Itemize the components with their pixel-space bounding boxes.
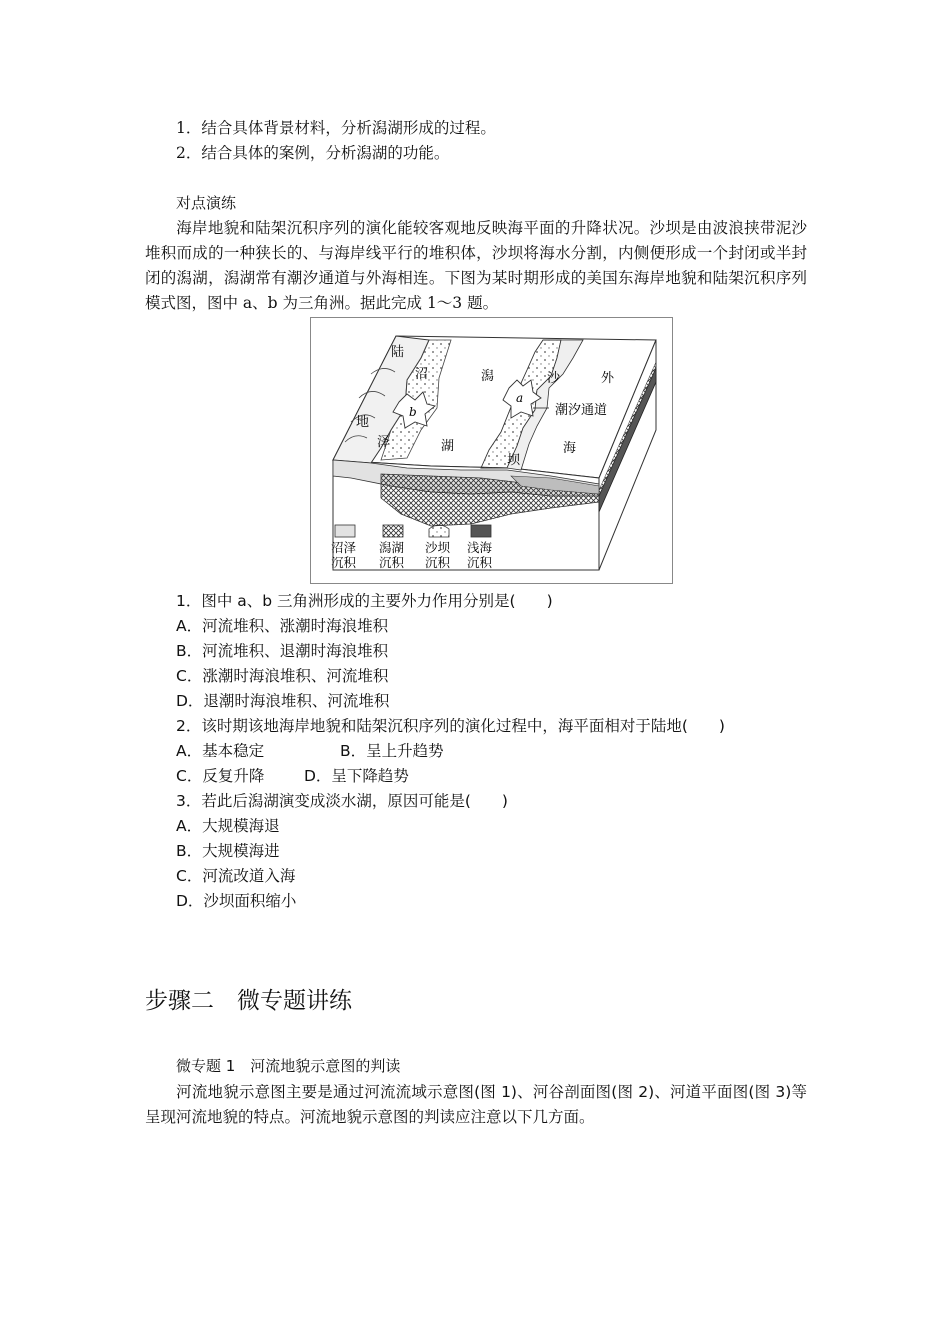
label-di: 地 xyxy=(356,415,370,430)
question-3-stem: 3．若此后潟湖演变成淡水湖，原因可能是( ) xyxy=(176,792,508,810)
legend-1-line2: 沉积 xyxy=(331,555,357,570)
legend-swatch-marsh xyxy=(335,525,355,537)
legend-2-line1: 潟湖 xyxy=(379,540,405,555)
question-2-option-a[interactable]: A．基本稳定 xyxy=(176,742,265,760)
practice-intro-text: 海岸地貌和陆架沉积序列的演化能较客观地反映海平面的升降状况。沙坝是由波浪挟带泥沙堆积而成的一种狭长的、与海岸线平行的堆积体，沙坝将海水分割，内侧便形成一个封闭或半封闭的潟湖，潟湖常有潮汐通道与外海相连。下图为某时期形成的美国东海岸地貌和陆架沉积序列模式图，图中 a、b 为三角洲。据此完成 1～3 题。 xyxy=(145,219,807,312)
step2-title: 步骤二 微专题讲练 xyxy=(145,988,352,1014)
legend-swatch-lagoon xyxy=(383,525,403,537)
label-wai: 外 xyxy=(601,371,615,386)
label-zhao: 沼 xyxy=(415,367,429,382)
coastal-landform-figure xyxy=(310,317,673,584)
label-ze: 泽 xyxy=(377,435,391,450)
practice-heading: 对点演练 xyxy=(176,194,237,212)
legend-3-line2: 沉积 xyxy=(425,555,451,570)
question-3-option-a[interactable]: A．大规模海退 xyxy=(176,817,280,835)
legend-swatch-sandbar xyxy=(429,525,449,537)
label-hai: 海 xyxy=(563,441,577,456)
practice-intro xyxy=(145,216,807,316)
question-1-option-a[interactable]: A．河流堆积、涨潮时海浪堆积 xyxy=(176,617,389,635)
legend-3-line1: 沙坝 xyxy=(425,540,451,555)
label-a: a xyxy=(516,391,524,405)
label-hu: 湖 xyxy=(441,439,455,454)
label-ba: 坝 xyxy=(507,453,521,468)
legend-swatch-shallow-sea xyxy=(471,525,491,537)
question-1-option-d[interactable]: D．退潮时海浪堆积、河流堆积 xyxy=(176,692,390,710)
topic-heading: 微专题 1 河流地貌示意图的判读 xyxy=(176,1057,401,1075)
question-3-option-c[interactable]: C．河流改道入海 xyxy=(176,867,296,885)
question-1-option-b[interactable]: B．河流堆积、退潮时海浪堆积 xyxy=(176,642,389,660)
question-1-option-c[interactable]: C．涨潮时海浪堆积、河流堆积 xyxy=(176,667,389,685)
legend-4-line2: 沉积 xyxy=(467,555,493,570)
question-3-option-b[interactable]: B．大规模海进 xyxy=(176,842,280,860)
question-2-stem: 2．该时期该地海岸地貌和陆架沉积序列的演化过程中，海平面相对于陆地( ) xyxy=(176,717,725,735)
topic-text xyxy=(145,1080,807,1130)
label-channel: 潮汐通道 xyxy=(555,403,608,418)
objective-2: 2．结合具体的案例，分析潟湖的功能。 xyxy=(176,144,450,162)
legend-1-line1: 沼泽 xyxy=(331,540,357,555)
legend-2-line2: 沉积 xyxy=(379,555,405,570)
question-3-option-d[interactable]: D．沙坝面积缩小 xyxy=(176,892,297,910)
label-xi: 潟 xyxy=(481,369,495,384)
question-2-option-d[interactable]: D．呈下降趋势 xyxy=(304,767,409,785)
objective-1: 1．结合具体背景材料，分析潟湖形成的过程。 xyxy=(176,119,496,137)
legend-4-line1: 浅海 xyxy=(467,540,493,555)
question-2-option-b[interactable]: B．呈上升趋势 xyxy=(340,742,444,760)
label-b: b xyxy=(409,405,417,419)
coastal-landform-diagram xyxy=(311,318,672,583)
label-lu: 陆 xyxy=(391,345,405,360)
label-sha: 沙 xyxy=(547,371,561,386)
question-1-stem: 1．图中 a、b 三角洲形成的主要外力作用分别是( ) xyxy=(176,592,553,610)
question-2-option-c[interactable]: C．反复升降 xyxy=(176,767,265,785)
topic-text-content: 河流地貌示意图主要是通过河流流域示意图(图 1)、河谷剖面图(图 2)、河道平面图(图 3)等呈现河流地貌的特点。河流地貌示意图的判读应注意以下几方面。 xyxy=(145,1083,807,1126)
